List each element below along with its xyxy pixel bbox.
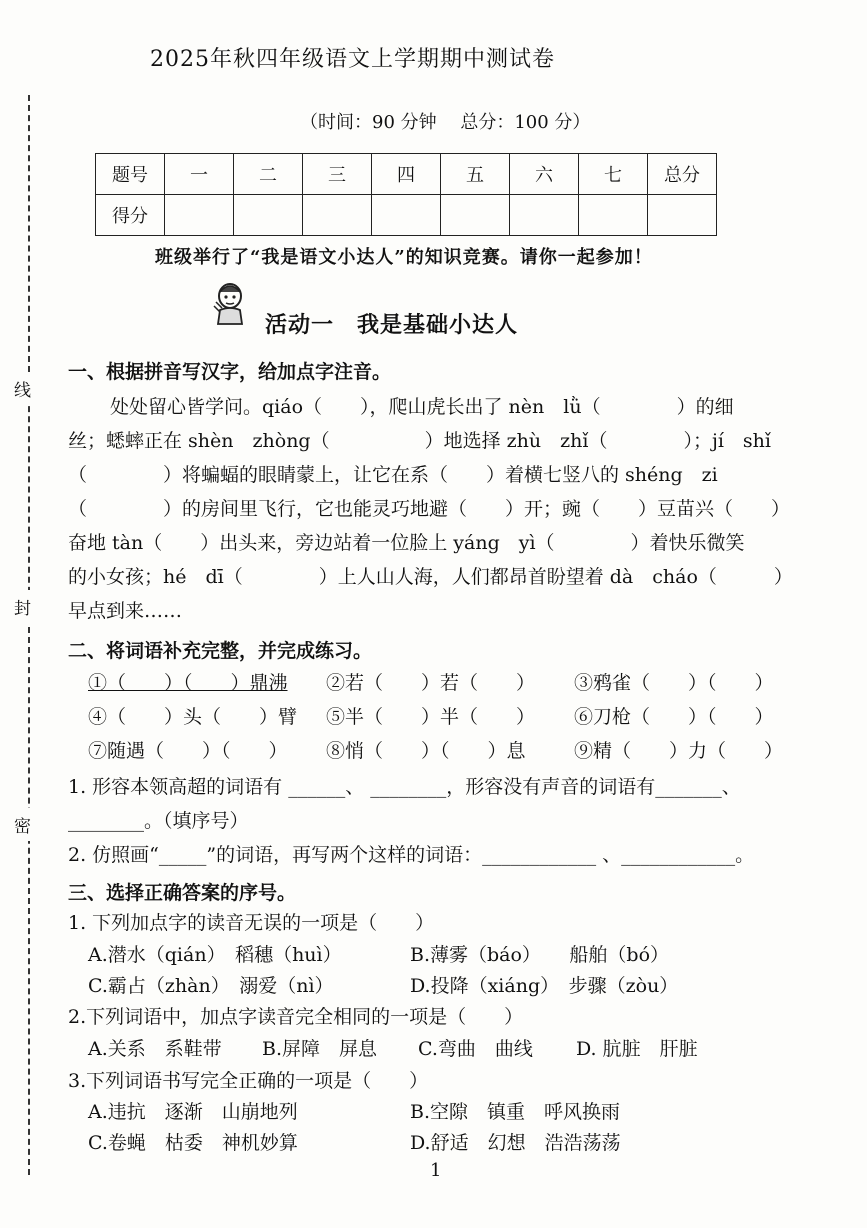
pinyin-paragraph-line: 处处留心皆学问。qiáo（ ），爬山虎长出了 nèn lǜ（ ）的细 <box>110 396 734 418</box>
idiom-fill-item[interactable]: ⑤半（ ）半（ ） <box>326 706 536 728</box>
answer-option-d[interactable]: D.舒适 幻想 浩浩荡荡 <box>410 1132 621 1154</box>
idiom-fill-item[interactable]: ⑦随遇（ ）（ ） <box>88 740 288 762</box>
student-thinking-icon <box>210 282 248 326</box>
score-header-cell: 四 <box>372 154 441 195</box>
answer-option-c[interactable]: C.卷蝇 枯委 神机妙算 <box>88 1132 298 1154</box>
idiom-fill-item[interactable]: ④（ ）头（ ）臂 <box>88 706 298 728</box>
answer-option-a[interactable]: A.潜水（qián） 稻穗（huì） <box>88 944 342 966</box>
binding-char-mi: 密 <box>14 808 31 841</box>
pinyin-paragraph-line: 奋地 tàn（ ）出头来，旁边站着一位脸上 yáng yì（ ）着快乐微笑 <box>68 532 745 554</box>
answer-option-a[interactable]: A.关系 系鞋带 <box>88 1038 222 1060</box>
answer-option-b[interactable]: B.屏障 屏息 <box>262 1038 378 1060</box>
section3-question1-stem: 1. 下列加点字的读音无误的一项是（ ） <box>68 912 435 934</box>
score-table-score-row <box>96 195 717 236</box>
score-label-cell: 得分 <box>96 195 165 236</box>
idiom-fill-item[interactable]: ⑧悄（ ）（ ）息 <box>326 740 526 762</box>
score-header-cell: 总分 <box>648 154 717 195</box>
score-input-cell[interactable] <box>165 195 234 236</box>
pinyin-paragraph-line: （ ）将蝙蝠的眼睛蒙上，让它在系（ ）着横七竖八的 shéng zi <box>68 464 718 486</box>
idiom-fill-item[interactable]: ②若（ ）若（ ） <box>326 672 536 694</box>
answer-option-b[interactable]: B.薄雾（báo） 船舶（bó） <box>410 944 670 966</box>
binding-line <box>28 95 30 1175</box>
score-input-cell[interactable] <box>234 195 303 236</box>
answer-option-d[interactable]: D.投降（xiáng） 步骤（zòu） <box>410 975 679 997</box>
exam-subtitle: （时间：90 分钟 总分：100 分） <box>300 112 591 133</box>
score-input-cell[interactable] <box>441 195 510 236</box>
section2-question1-line1[interactable]: 1. 形容本领高超的词语有 ______、 ________，形容没有声音的词语有_______、 <box>68 776 741 798</box>
section3-title: 三、选择正确答案的序号。 <box>68 882 297 904</box>
score-header-cell: 二 <box>234 154 303 195</box>
page-number: 1 <box>430 1160 442 1181</box>
exam-title: 2025年秋四年级语文上学期期中测试卷 <box>150 47 555 72</box>
section2-question1-line2[interactable]: ________。（填序号） <box>68 810 249 832</box>
answer-option-c[interactable]: C.霸占（zhàn） 溺爱（nì） <box>88 975 334 997</box>
idiom-fill-item[interactable]: ⑨精（ ）力（ ） <box>574 740 784 762</box>
pinyin-paragraph-line: 的小女孩；hé dī（ ）上人山人海，人们都昂首盼望着 dà cháo（ ） <box>68 566 793 588</box>
section1-title: 一、根据拼音写汉字，给加点字注音。 <box>68 361 392 383</box>
score-input-cell[interactable] <box>648 195 717 236</box>
idiom-fill-item[interactable]: ⑥刀枪（ ）（ ） <box>574 706 774 728</box>
answer-option-b[interactable]: B.空隙 镇重 呼风换雨 <box>410 1101 621 1123</box>
section3-question2-stem: 2.下列词语中，加点字读音完全相同的一项是（ ） <box>68 1006 524 1028</box>
pinyin-paragraph-line: 丝；蟋蟀正在 shèn zhòng（ ）地选择 zhù zhǐ（ ）；jí shǐ <box>68 430 771 452</box>
binding-char-feng: 封 <box>14 590 31 623</box>
score-header-cell: 题号 <box>96 154 165 195</box>
score-header-cell: 三 <box>303 154 372 195</box>
score-header-cell: 七 <box>579 154 648 195</box>
score-input-cell[interactable] <box>579 195 648 236</box>
score-header-cell: 五 <box>441 154 510 195</box>
section2-title: 二、将词语补充完整，并完成练习。 <box>68 640 373 662</box>
score-input-cell[interactable] <box>510 195 579 236</box>
answer-option-c[interactable]: C.弯曲 曲线 <box>418 1038 533 1060</box>
pinyin-paragraph-line: 早点到来…… <box>68 600 183 622</box>
section2-question2[interactable]: 2. 仿照画“_____”的词语，再写两个这样的词语：____________ 、____________。 <box>68 844 755 866</box>
binding-char-xian: 线 <box>14 372 31 405</box>
score-table-header-row <box>96 154 717 195</box>
activity-title: 活动一 我是基础小达人 <box>265 313 519 338</box>
score-input-cell[interactable] <box>303 195 372 236</box>
idiom-fill-item[interactable]: ①（ ）（ ）鼎沸 <box>88 672 288 694</box>
score-header-cell: 一 <box>165 154 234 195</box>
section3-question3-stem: 3.下列词语书写完全正确的一项是（ ） <box>68 1070 429 1092</box>
pinyin-paragraph-line: （ ）的房间里飞行，它也能灵巧地避（ ）开；豌（ ）豆苗兴（ ） <box>68 498 791 520</box>
score-table <box>95 153 717 236</box>
answer-option-a[interactable]: A.违抗 逐渐 山崩地列 <box>88 1101 298 1123</box>
competition-intro: 班级举行了“我是语文小达人”的知识竞赛。请你一起参加！ <box>155 247 653 268</box>
answer-option-d[interactable]: D. 肮脏 肝脏 <box>576 1038 698 1060</box>
score-header-cell: 六 <box>510 154 579 195</box>
idiom-fill-item[interactable]: ③鸦雀（ ）（ ） <box>574 672 774 694</box>
score-input-cell[interactable] <box>372 195 441 236</box>
